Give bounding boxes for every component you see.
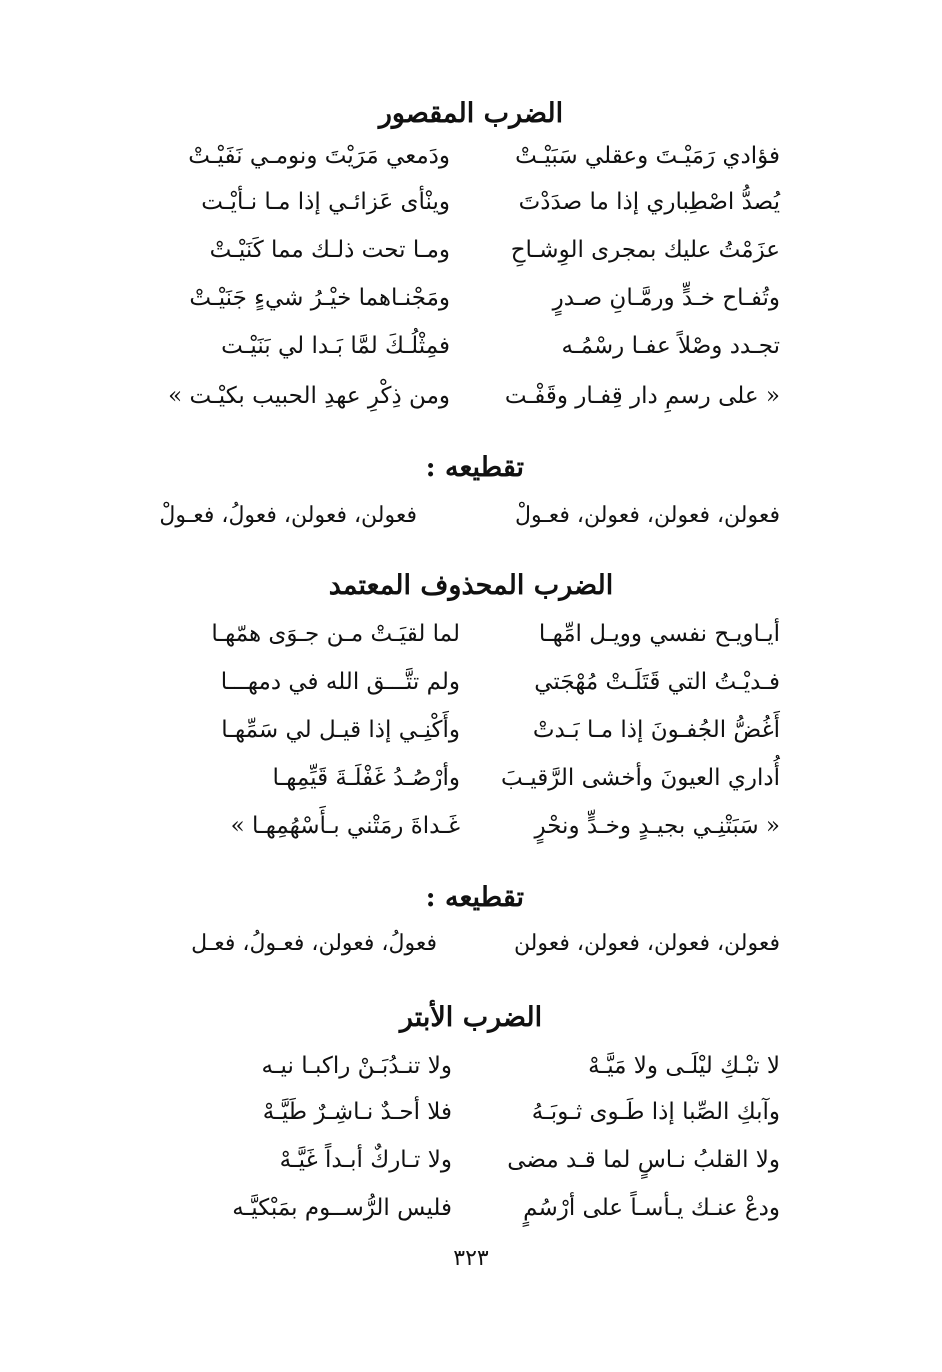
verse-first-hemistich: « على رسمِ دار قِفـار وقَفْـت (504, 383, 780, 409)
scansion-title: تقطيعه : (425, 452, 524, 483)
verse-second-hemistich: وأَكْنِـي إذا قيـل لي سَمِّهـا (221, 717, 460, 743)
verse-first-hemistich: ولا القلبُ نـاسٍ لما قـد مضى (507, 1147, 780, 1173)
scansion-row (0, 922, 942, 966)
verse-second-hemistich: وينْأى عَزائـي إذا مـا نـأيْـت (201, 189, 450, 215)
verse-row (0, 804, 942, 848)
verse-first-hemistich: تجـدد وصْلاً عفـا رسْمُـه (561, 333, 780, 359)
verse-first-hemistich: أيـاويـح نفسي وويـل امِّهـا (538, 621, 780, 647)
verse-row (0, 708, 942, 752)
verse-second-hemistich: ولا تنـدُبَـنْ راكبـا نيـه (261, 1053, 452, 1079)
verse-row (0, 612, 942, 656)
verse-first-hemistich: أُداري العيونَ وأخشى الرَّقيـبَ (500, 765, 780, 791)
verse-row (0, 374, 942, 418)
verse-second-hemistich: ولا تـاركٌ أبـداً غَيَّـهْ (279, 1147, 452, 1173)
scansion-row (0, 494, 942, 538)
section-title-maqsur: الضرب المقصور (378, 98, 564, 129)
verse-row (0, 180, 942, 224)
verse-first-hemistich: وتُفـاح خـدٍّ ورمَّـانِ صـدرٍ (552, 285, 780, 311)
verse-row (0, 276, 942, 320)
verse-row (0, 324, 942, 368)
section-title-mahdhuf: الضرب المحذوف المعتمد (328, 570, 614, 601)
verse-second-hemistich: فلا أحـدٌ نـاشِـرٌ طَيَّـهْ (262, 1099, 452, 1125)
verse-first-hemistich: عزَمْتُ عليك بمجرى الوِشـاحِ (510, 237, 780, 263)
verse-row (0, 1138, 942, 1182)
verse-row (0, 660, 942, 704)
verse-second-hemistich: ومَجْنـاهما خيْـرُ شيءٍ جَنَيْـتْ (189, 285, 450, 311)
verse-row (0, 228, 942, 272)
verse-row (0, 1044, 942, 1088)
verse-second-hemistich: ومن ذِكْرِ عهدِ الحبيب بكيْـت » (168, 383, 450, 409)
verse-second-hemistich: فليس الرُّســوم بمَبْكيَّـه (232, 1195, 452, 1221)
verse-second-hemistich: فمِثْلُـكَ لمَّا بَـدا لي بَنَيْـت (221, 333, 450, 359)
verse-second-hemistich: ودَمعي مَرَيْتَ ونومـي نَفَيْـتْ (188, 143, 450, 169)
page-number: ٣٢٣ (453, 1246, 489, 1271)
verse-second-hemistich: ولم تتَّـــق الله في دمهـــا (220, 669, 460, 695)
scansion-title: تقطيعه : (425, 882, 524, 913)
scansion-first-half: فعولن، فعولن، فعولن، فعولن (513, 931, 780, 956)
verse-first-hemistich: وآبكِ الصِّبا إذا طَـوى ثـوبَـهُ (531, 1099, 780, 1125)
section-title-abtar: الضرب الأبتر (399, 1002, 543, 1033)
verse-first-hemistich: ودعْ عنـك يـأسـاً على أرْسُمٍ (523, 1195, 780, 1221)
verse-first-hemistich: أَغُضُّ الجُفـونَ إذا مـا بَـدتْ (532, 717, 780, 743)
verse-row (0, 1090, 942, 1134)
verse-second-hemistich: غَـداةَ رمَتْني بـأَسْهُمِهـا » (230, 813, 460, 839)
verse-second-hemistich: ومـا تحت ذلـك مما كَنَيْـتْ (209, 237, 450, 263)
verse-second-hemistich: وأرْصُـدُ غَفْلَـةَ قَيِّمِهـا (272, 765, 460, 791)
verse-first-hemistich: « سَبَتْنِـي بجيـدٍ وخـدٍّ ونحْرٍ (534, 813, 780, 839)
verse-first-hemistich: يُصدُّ اصْطِباري إذا ما صدَدْتَ (518, 189, 780, 215)
verse-row (0, 756, 942, 800)
verse-first-hemistich: لا تبْـكِ ليْلَـى ولا مَيَّـهْ (588, 1053, 780, 1079)
verse-row (0, 1186, 942, 1230)
verse-row (0, 134, 942, 178)
verse-first-hemistich: فؤادي رَمَيْـتَ وعقلي سَبَيْـتْ (515, 143, 780, 169)
scansion-second-half: فعولُ، فعولن، فعـولُ، فعـل (191, 931, 437, 956)
scansion-second-half: فعولن، فعولن، فعولُ، فعـولْ (159, 503, 417, 528)
scansion-first-half: فعولن، فعولن، فعولن، فعـولْ (514, 503, 780, 528)
verse-second-hemistich: لما لقيَـتْ مـن جـوَى همّهـا (211, 621, 460, 647)
verse-first-hemistich: فـديْـتُ التي قَتَلَـتْ مُهْجَتي (534, 669, 780, 695)
